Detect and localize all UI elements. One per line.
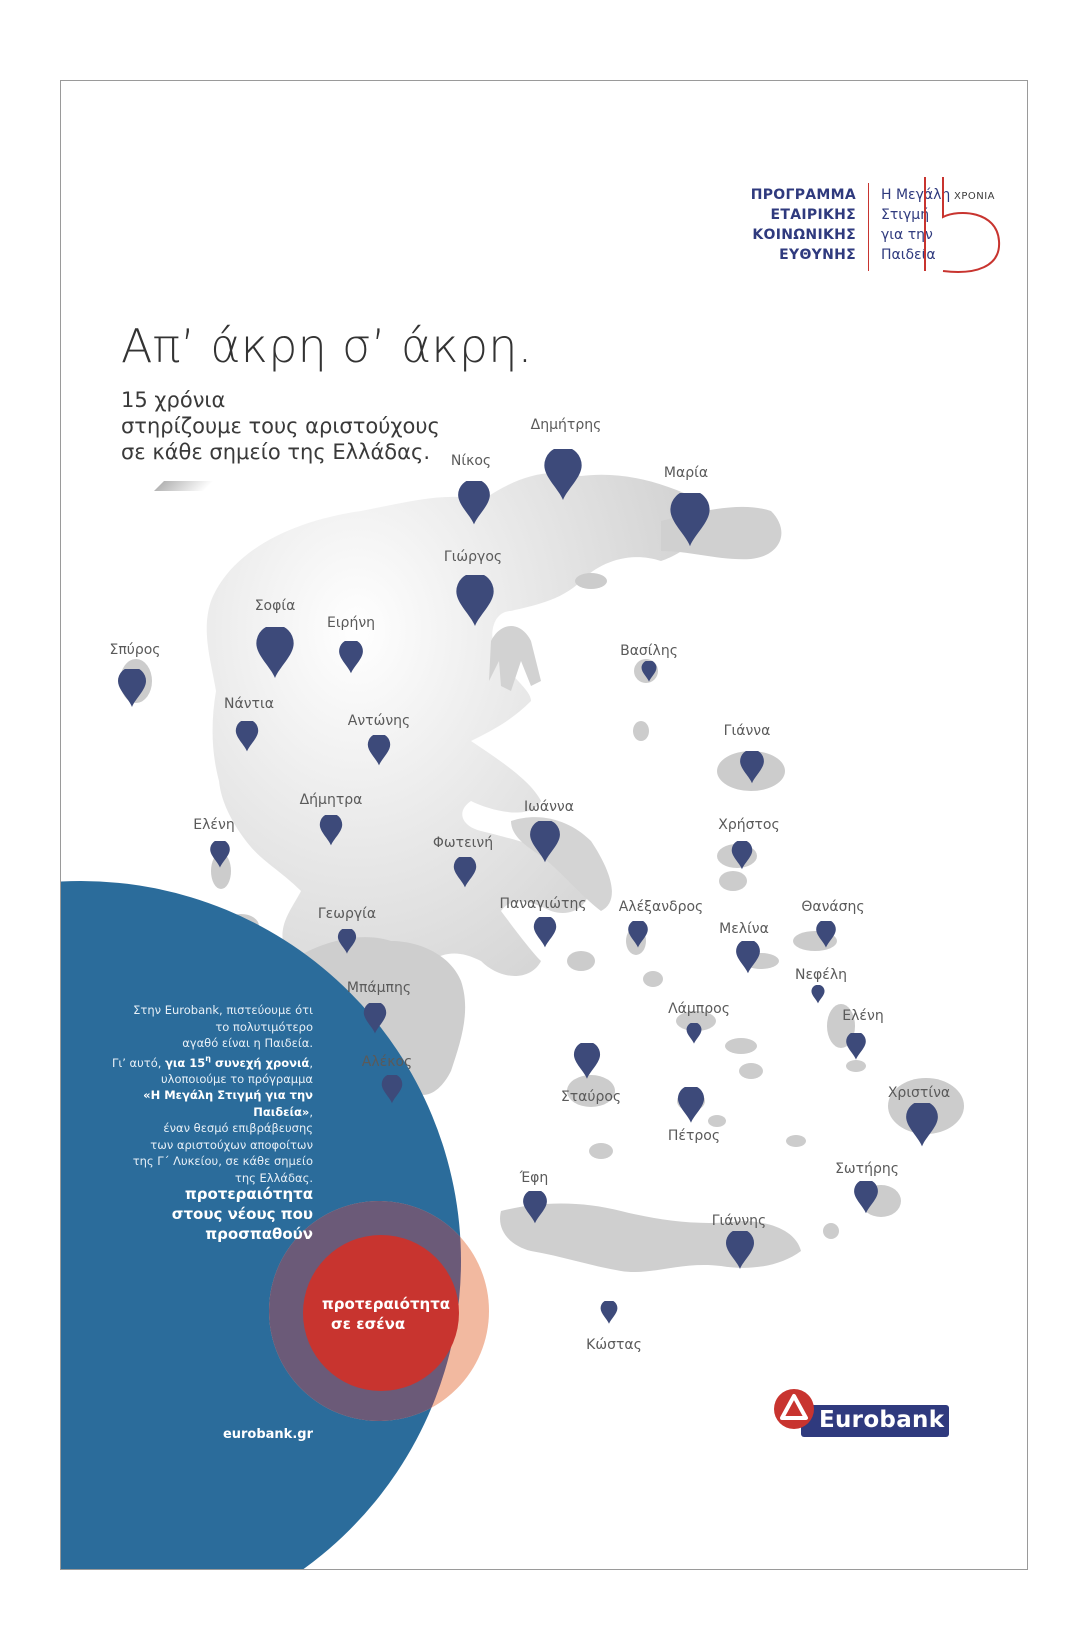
slogan-you bbox=[301, 1294, 471, 1334]
label-foteini: Φωτεινή bbox=[432, 835, 494, 851]
subline-1: 15 χρόνια bbox=[121, 388, 226, 412]
label-giorgos: Γιώργος bbox=[443, 549, 503, 565]
pin-nefeli bbox=[811, 985, 824, 1004]
eurobank-logo-text: Eurobank bbox=[819, 1407, 945, 1433]
label-christos: Χρήστος bbox=[718, 817, 780, 833]
desc-line-1: Στην Eurobank, πιστεύουμε ότι bbox=[133, 1003, 313, 1017]
label-efi: Έφη bbox=[519, 1170, 549, 1186]
label-gianna: Γιάννα bbox=[723, 723, 771, 739]
label-thanasis: Θανάσης bbox=[801, 899, 865, 915]
desc-line-2: το πολυτιμότερο bbox=[215, 1019, 313, 1034]
slogan-young-1: προτεραιότητα bbox=[184, 1185, 313, 1203]
eurobank-emblem-icon bbox=[773, 1388, 815, 1430]
label-georgia: Γεωργία bbox=[317, 906, 377, 922]
slogan-young-2: στους νέους που bbox=[171, 1205, 313, 1223]
label-spyros: Σπύρος bbox=[109, 642, 161, 658]
label-nefeli: Νεφέλη bbox=[794, 967, 848, 983]
desc-line-10: της Ελλάδας. bbox=[234, 1170, 313, 1185]
desc-line-9: της Γ΄ Λυκείου, σε κάθε σημείο bbox=[132, 1154, 313, 1169]
label-sofia: Σοφία bbox=[254, 598, 296, 614]
program-line-4: ΕΥΘΥΝΗΣ bbox=[779, 247, 856, 263]
pin-panagiotis bbox=[534, 915, 556, 947]
program-line-3: ΚΟΙΝΩΝΙΚΗΣ bbox=[752, 227, 856, 243]
pin-kostas bbox=[601, 1300, 618, 1324]
label-petros: Πέτρος bbox=[667, 1128, 721, 1144]
label-lampros: Λάμπρος bbox=[668, 1001, 730, 1017]
label-alexandros: Αλέξανδρος bbox=[618, 899, 704, 915]
headline: Απ’ άκρη σ’ άκρη. bbox=[121, 319, 533, 373]
label-dimitra: Δήμητρα bbox=[299, 792, 363, 808]
label-antonis: Αντώνης bbox=[347, 713, 411, 729]
pin-petros bbox=[678, 1085, 704, 1122]
pin-shadows bbox=[154, 481, 214, 491]
label-eleni1: Ελένη bbox=[193, 817, 235, 833]
poster bbox=[60, 80, 1028, 1570]
label-dimitris: Δημήτρης bbox=[530, 417, 602, 433]
label-eleni2: Ελένη bbox=[842, 1008, 884, 1024]
subheadline bbox=[121, 387, 440, 465]
desc-line-6 bbox=[101, 1087, 313, 1120]
desc-line-4d: , bbox=[309, 1055, 313, 1070]
desc-line-5: υλοποιούμε το πρόγραμμα bbox=[161, 1071, 313, 1086]
desc-line-6-program: «Η Μεγάλη Στιγμή για την Παιδεία» bbox=[143, 1088, 313, 1119]
slogan-you-1: προτεραιότητα bbox=[321, 1295, 451, 1313]
moment-line-4: Παιδεία bbox=[881, 247, 936, 263]
moment-line-3: για την bbox=[881, 227, 933, 243]
anniversary-15-logo bbox=[919, 175, 1009, 275]
label-panagiotis: Παναγιώτης bbox=[499, 896, 587, 912]
label-ioanna: Ιωάννα bbox=[524, 799, 574, 815]
label-bampis: Μπάμπης bbox=[346, 980, 412, 996]
desc-line-4c: συνεχή χρονιά bbox=[211, 1055, 310, 1070]
desc-line-4sup: η bbox=[205, 1054, 211, 1064]
label-eirini: Ειρήνη bbox=[326, 615, 376, 631]
label-vasilis: Βασίλης bbox=[620, 643, 678, 659]
label-kostas: Κώστας bbox=[586, 1337, 642, 1353]
desc-line-7: έναν θεσμό επιβράβευσης bbox=[163, 1121, 313, 1136]
anniversary-word: ΧΡΟΝΙΑ bbox=[954, 191, 996, 202]
label-nikos: Νίκος bbox=[450, 453, 492, 469]
pin-stavros bbox=[574, 1041, 600, 1078]
label-maria: Μαρία bbox=[663, 465, 709, 481]
label-alekos: Αλέκος bbox=[361, 1054, 413, 1070]
moment-line-1: Η Μεγάλη bbox=[881, 187, 951, 203]
program-title bbox=[686, 185, 856, 265]
desc-line-4a: Γι’ αυτό, bbox=[111, 1055, 166, 1070]
slogan-young-3: προσπαθούν bbox=[205, 1225, 313, 1243]
slogan-you-2: σε εσένα bbox=[331, 1315, 406, 1333]
website-link[interactable]: eurobank.gr bbox=[222, 1427, 313, 1442]
program-description bbox=[101, 1002, 313, 1186]
label-melina: Μελίνα bbox=[719, 921, 769, 937]
pin-lampros bbox=[687, 1022, 702, 1043]
label-stavros: Σταύρος bbox=[560, 1089, 622, 1105]
pin-eleni2 bbox=[846, 1032, 866, 1060]
label-giannis: Γιάννης bbox=[711, 1213, 767, 1229]
pin-christina bbox=[906, 1101, 938, 1146]
subline-3: σε κάθε σημείο της Ελλάδας. bbox=[121, 440, 431, 464]
label-nadia: Νάντια bbox=[224, 696, 274, 712]
label-sotiris: Σωτήρης bbox=[835, 1161, 899, 1177]
desc-line-4 bbox=[101, 1052, 313, 1071]
desc-line-8: των αριστούχων αποφοίτων bbox=[150, 1137, 313, 1152]
subline-2: στηρίζουμε τους αριστούχους bbox=[121, 414, 440, 438]
header-divider bbox=[868, 183, 869, 271]
desc-line-4b: για 15 bbox=[165, 1055, 206, 1070]
desc-line-3: αγαθό είναι η Παιδεία. bbox=[182, 1036, 313, 1050]
label-christina: Χριστίνα bbox=[887, 1085, 951, 1101]
desc-line-6-end: , bbox=[309, 1104, 313, 1119]
program-line-2: ΕΤΑΙΡΙΚΗΣ bbox=[770, 207, 856, 223]
program-line-1: ΠΡΟΓΡΑΜΜΑ bbox=[750, 187, 856, 203]
slogan-young bbox=[121, 1184, 313, 1244]
moment-line-2: Στιγμή bbox=[881, 207, 930, 223]
